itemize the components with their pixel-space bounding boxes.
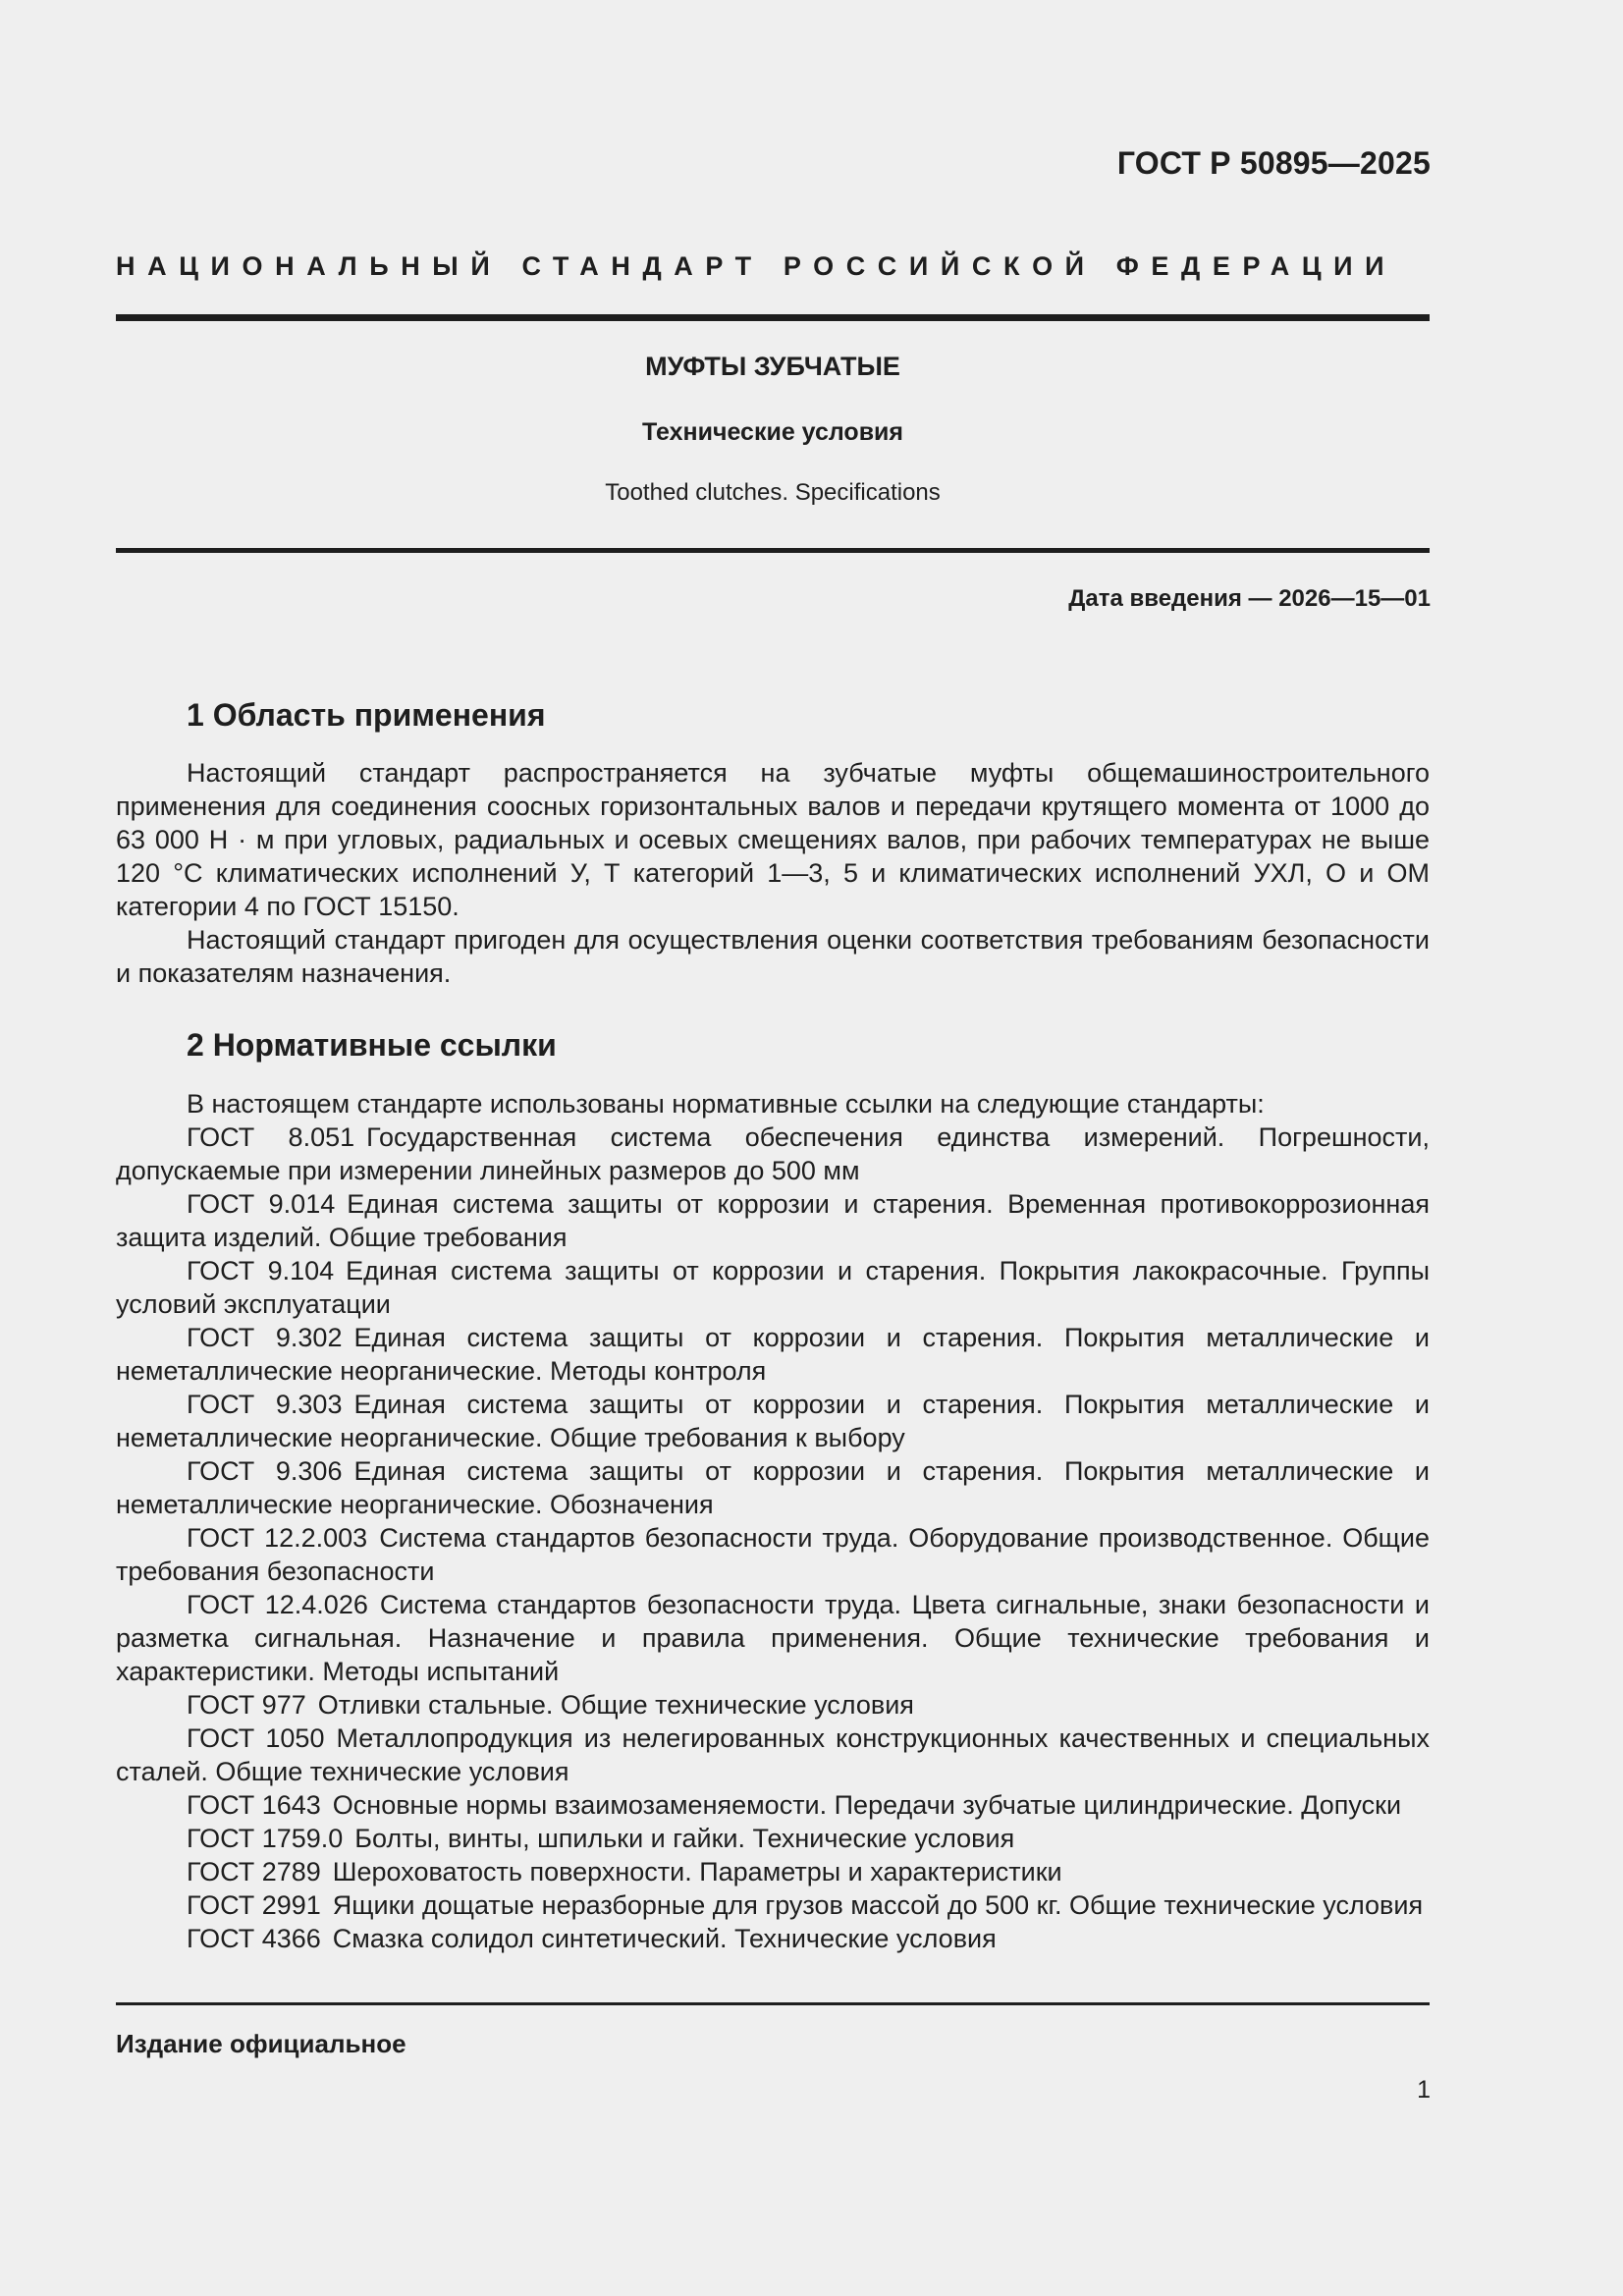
reference-code: ГОСТ 2789: [187, 1857, 321, 1886]
reference-item: [116, 1922, 1430, 1955]
reference-text: Болты, винты, шпильки и гайки. Технические условия: [354, 1824, 1015, 1853]
reference-item: [116, 1321, 1430, 1388]
reference-item: [116, 1822, 1430, 1855]
section-2-intro: В настоящем стандарте использованы нормативные ссылки на следующие стандарты:: [187, 1089, 1265, 1119]
official-edition-label: Издание официальное: [116, 2029, 406, 2058]
section-2-body: [116, 1087, 1430, 1955]
reference-item: [116, 1187, 1430, 1254]
reference-code: ГОСТ 9.303: [187, 1390, 343, 1419]
reference-code: ГОСТ 12.4.026: [187, 1590, 368, 1619]
reference-item: [116, 1855, 1430, 1888]
page-number: 1: [1417, 2076, 1431, 2104]
section-1-paragraph: Настоящий стандарт распространяется на зубчатые муфты общемашиностроительного применения для соединения соосных горизонтальных валов и передачи крутящего момента от 1000 до 63 000 Н · м при угловых, радиальных и осевых смещениях валов, при рабочих температурах не выше 120 °С климатических исполнений У, Т категорий 1—3, 5 и климатических исполнений УХЛ, О и ОМ категории 4 по ГОСТ 15150.: [116, 758, 1430, 921]
document-english-title: Toothed clutches. Specifications: [605, 479, 941, 506]
reference-item: [116, 1688, 1430, 1722]
reference-code: ГОСТ 1759.0: [187, 1824, 344, 1853]
reference-text: Единая система защиты от коррозии и старения. Покрытия лакокрасочные. Группы условий эксплуатации: [116, 1256, 1430, 1319]
reference-text: Единая система защиты от коррозии и старения. Временная противокоррозионная защита изделий. Общие требования: [116, 1189, 1430, 1252]
reference-text: Система стандартов безопасности труда. Оборудование производственное. Общие требования безопасности: [116, 1523, 1430, 1586]
reference-item: [116, 1788, 1430, 1822]
document-title: МУФТЫ ЗУБЧАТЫЕ: [645, 352, 900, 381]
section-1-heading: 1 Область применения: [187, 697, 546, 733]
reference-code: ГОСТ 9.014: [187, 1189, 336, 1219]
reference-item: [116, 1521, 1430, 1588]
reference-code: ГОСТ 9.302: [187, 1323, 343, 1352]
reference-item: [116, 1888, 1430, 1922]
footer-rule: [116, 2002, 1430, 2005]
reference-code: ГОСТ 12.2.003: [187, 1523, 368, 1553]
reference-item: [116, 1121, 1430, 1187]
reference-text: Единая система защиты от коррозии и старения. Покрытия металлические и неметаллические неорганические. Обозначения: [116, 1456, 1430, 1519]
reference-text: Шероховатость поверхности. Параметры и характеристики: [332, 1857, 1062, 1886]
reference-code: ГОСТ 8.051: [187, 1122, 355, 1152]
reference-text: Металлопродукция из нелегированных конструкционных качественных и специальных сталей. Общие технические условия: [116, 1723, 1430, 1786]
reference-text: Единая система защиты от коррозии и старения. Покрытия металлические и неметаллические неорганические. Общие требования к выбору: [116, 1390, 1430, 1452]
reference-text: Отливки стальные. Общие технические условия: [317, 1690, 914, 1720]
reference-item: [116, 1388, 1430, 1454]
reference-text: Государственная система обеспечения единства измерений. Погрешности, допускаемые при измерении линейных размеров до 500 мм: [116, 1122, 1430, 1185]
reference-text: Единая система защиты от коррозии и старения. Покрытия металлические и неметаллические неорганические. Методы контроля: [116, 1323, 1430, 1386]
national-standard-title: НАЦИОНАЛЬНЫЙ СТАНДАРТ РОССИЙСКОЙ ФЕДЕРАЦИИ: [116, 251, 1397, 281]
section-2-heading: 2 Нормативные ссылки: [187, 1027, 557, 1063]
section-1-paragraph: Настоящий стандарт пригоден для осуществления оценки соответствия требованиям безопасности и показателям назначения.: [116, 925, 1430, 988]
reference-item: [116, 1454, 1430, 1521]
reference-code: ГОСТ 977: [187, 1690, 306, 1720]
standard-code: ГОСТ Р 50895—2025: [1116, 145, 1431, 181]
reference-code: ГОСТ 2991: [187, 1890, 321, 1920]
reference-code: ГОСТ 1643: [187, 1790, 321, 1820]
introduction-date: Дата введения — 2026—15—01: [1068, 585, 1431, 612]
reference-text: Система стандартов безопасности труда. Цвета сигнальные, знаки безопасности и разметка сигнальная. Назначение и правила применения. Общие технические требования и характеристики. Методы испытаний: [116, 1590, 1430, 1686]
header-rule: [116, 314, 1430, 321]
section-1-body: [116, 756, 1430, 990]
reference-code: ГОСТ 9.104: [187, 1256, 335, 1285]
reference-text: Основные нормы взаимозаменяемости. Передачи зубчатые цилиндрические. Допуски: [332, 1790, 1402, 1820]
document-subtitle: Технические условия: [641, 418, 904, 446]
reference-text: Смазка солидол синтетический. Технические условия: [332, 1924, 997, 1953]
title-rule: [116, 548, 1430, 553]
reference-item: [116, 1722, 1430, 1788]
reference-list: [116, 1121, 1430, 1955]
reference-text: Ящики дощатые неразборные для грузов массой до 500 кг. Общие технические условия: [332, 1890, 1424, 1920]
reference-code: ГОСТ 9.306: [187, 1456, 343, 1486]
reference-item: [116, 1254, 1430, 1321]
reference-code: ГОСТ 1050: [187, 1723, 325, 1753]
reference-code: ГОСТ 4366: [187, 1924, 321, 1953]
reference-item: [116, 1588, 1430, 1688]
